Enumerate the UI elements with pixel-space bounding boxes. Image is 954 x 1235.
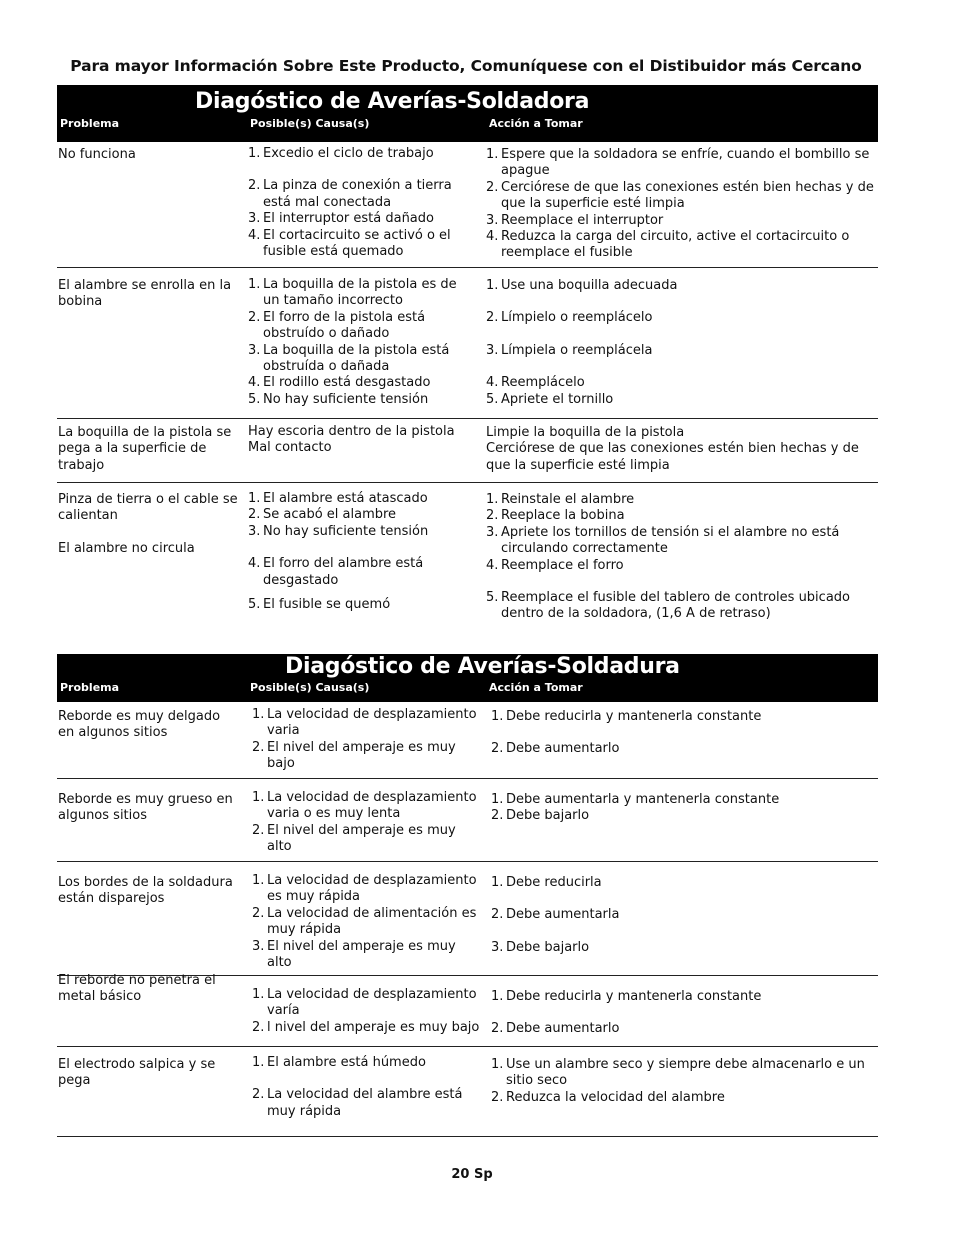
- table-row: [57, 702, 878, 779]
- list-item: 1. La velocidad de desplazamiento varía: [252, 987, 477, 1019]
- action-text: Limpie la boquilla de la pistola: [486, 425, 685, 440]
- causes-cell: [248, 424, 468, 457]
- problem-cell: [58, 1057, 238, 1090]
- causes-cell: [248, 277, 468, 408]
- problem-text: La boquilla de la pistola se pega a la superficie de trabajo: [58, 425, 232, 473]
- list-item: 4. Reduzca la carga del circuito, active el cortacircuito o reemplace el fusible: [486, 229, 850, 261]
- table-row: [57, 142, 878, 268]
- list-item: 2. Debe aumentarla: [491, 907, 620, 923]
- list-item: 2. Reeplace la bobina: [486, 508, 625, 524]
- problem-text: Los bordes de la soldadura están disparejos: [58, 875, 233, 907]
- section-title: Diagóstico de Averías-Soldadura: [285, 654, 680, 679]
- cause-text: Mal contacto: [248, 440, 332, 456]
- list-item: 1. Espere que la soldadora se enfríe, cuando el bombillo se apague: [486, 147, 870, 179]
- actions-cell: [491, 989, 871, 1038]
- list-item: 3. No hay suficiente tensión: [248, 523, 429, 539]
- column-header-problem: Problema: [60, 117, 120, 130]
- table-row: [57, 779, 878, 862]
- list-item: 3. Debe bajarlo: [491, 939, 590, 955]
- list-item: 1. Debe aumentarla y mantenerla constante: [491, 792, 780, 807]
- list-item: 3. Apriete los tornillos de tensión si el alambre no está circulando correctamente: [486, 524, 840, 557]
- section-header: [57, 85, 878, 142]
- problem-cell: [58, 792, 238, 825]
- causes-cell: [252, 790, 482, 856]
- actions-cell: [486, 278, 878, 408]
- list-item: 5. Reemplace el fusible del tablero de controles ubicado dentro de la soldadora, (1,6 A de retraso): [486, 590, 850, 622]
- list-item: 2. El nivel del amperaje es muy bajo: [252, 739, 456, 772]
- list-item: 1. Debe reducirla y mantenerla constante: [491, 709, 762, 724]
- list-item: 1. Use un alambre seco y siempre debe almacenarlo e un sitio seco: [491, 1057, 865, 1089]
- table-row: [57, 419, 878, 483]
- problem-text: No funciona: [58, 147, 136, 162]
- page-heading: Para mayor Información Sobre Este Producto, Comuníquese con el Distibuidor más Cercano: [70, 57, 862, 75]
- list-item: 3. Límpiela o reemplácela: [486, 342, 653, 358]
- column-header-causes: Posible(s) Causa(s): [250, 117, 370, 130]
- list-item: 1. El alambre está atascado: [248, 491, 428, 506]
- actions-cell: [491, 792, 871, 825]
- column-header-problem: Problema: [60, 681, 120, 694]
- list-item: 5. Apriete el tornillo: [486, 391, 614, 407]
- causes-cell: [248, 146, 468, 260]
- list-item: 1. El alambre está húmedo: [252, 1055, 426, 1070]
- list-item: 1. Excedio el ciclo de trabajo: [248, 146, 434, 161]
- list-item: 1. La velocidad de desplazamiento es muy rápida: [252, 873, 477, 905]
- table-row: [57, 862, 878, 976]
- actions-cell: [486, 492, 878, 623]
- troubleshooting-welder-section: [57, 85, 878, 623]
- list-item: 4. Reemplace el forro: [486, 557, 624, 573]
- list-item: 3. La boquilla de la pistola está obstruída o dañada: [248, 342, 450, 375]
- list-item: 2. Debe bajarlo: [491, 808, 590, 824]
- list-item: 2. El forro de la pistola está obstruído o dañado: [248, 309, 426, 342]
- problem-text: El electrodo salpica y se pega: [58, 1057, 216, 1089]
- causes-cell: [252, 1055, 482, 1120]
- problem-cell: [58, 973, 238, 1006]
- actions-cell: [491, 1057, 871, 1106]
- problem-cell: [58, 425, 238, 474]
- section-title: Diagóstico de Averías-Soldadora: [195, 89, 590, 114]
- list-item: 2. La pinza de conexión a tierra está mal conectada: [248, 178, 452, 210]
- list-item: 2. Debe aumentarlo: [491, 741, 620, 757]
- problem-cell: [58, 875, 238, 908]
- troubleshooting-welding-section: [57, 654, 878, 1137]
- list-item: 2. Límpielo o reemplácelo: [486, 310, 653, 326]
- list-item: 4. El forro del alambre está desgastado: [248, 556, 424, 588]
- problem-text: Pinza de tierra o el cable se calientan: [58, 492, 238, 524]
- table-row: [57, 973, 878, 1047]
- column-header-action: Acción a Tomar: [489, 681, 583, 694]
- problem-cell: [58, 492, 238, 557]
- list-item: 1. Debe reducirla: [491, 875, 602, 890]
- table-row: [57, 1047, 878, 1137]
- list-item: 1. La boquilla de la pistola es de un tamaño incorrecto: [248, 277, 457, 309]
- list-item: 3. El interruptor está dañado: [248, 211, 434, 227]
- list-item: 2. La velocidad del alambre está muy rápida: [252, 1087, 463, 1119]
- list-item: 2. La velocidad de alimentación es muy rápida: [252, 905, 477, 938]
- list-item: 2. Se acabó el alambre: [248, 507, 397, 523]
- causes-cell: [248, 491, 468, 613]
- list-item: 1. Debe reducirla y mantenerla constante: [491, 989, 762, 1004]
- problem-cell: [58, 147, 238, 163]
- list-item: 5. El fusible se quemó: [248, 597, 391, 613]
- action-text: Cerciórese de que las conexiones estén bien hechas y de que la superficie esté limpia: [486, 441, 859, 473]
- problem-text: El alambre se enrolla en la bobina: [58, 278, 232, 310]
- problem-cell: [58, 709, 238, 742]
- section-header: [57, 654, 878, 702]
- list-item: 2. l nivel del amperaje es muy bajo: [252, 1019, 480, 1035]
- causes-cell: [252, 987, 482, 1036]
- list-item: 2. Cerciórese de que las conexiones estén bien hechas y de que la superficie esté limpia: [486, 179, 874, 212]
- problem-text: El reborde no penetra el metal básico: [58, 973, 216, 1005]
- list-item: 1. La velocidad de desplazamiento varia o es muy lenta: [252, 790, 477, 822]
- page-number: 20 Sp: [451, 1167, 493, 1182]
- causes-cell: [252, 873, 482, 971]
- list-item: 1. Use una boquilla adecuada: [486, 278, 678, 293]
- causes-cell: [252, 707, 482, 773]
- problem-cell: [58, 278, 238, 311]
- list-item: 4. El cortacircuito se activó o el fusible está quemado: [248, 227, 451, 260]
- list-item: 2. El nivel del amperaje es muy alto: [252, 822, 456, 855]
- actions-cell: [486, 147, 878, 262]
- table-row: [57, 268, 878, 419]
- list-item: 1. La velocidad de desplazamiento varia: [252, 707, 477, 739]
- list-item: 4. Reemplácelo: [486, 375, 585, 391]
- list-item: 3. Reemplace el interruptor: [486, 212, 664, 228]
- actions-cell: [491, 709, 871, 758]
- cause-text: Hay escoria dentro de la pistola: [248, 424, 455, 439]
- column-header-action: Acción a Tomar: [489, 117, 583, 130]
- column-header-causes: Posible(s) Causa(s): [250, 681, 370, 694]
- list-item: 1. Reinstale el alambre: [486, 492, 635, 507]
- list-item: 3. El nivel del amperaje es muy alto: [252, 938, 456, 971]
- list-item: 2. Reduzca la velocidad del alambre: [491, 1089, 725, 1105]
- actions-cell: [486, 425, 878, 474]
- list-item: 4. El rodillo está desgastado: [248, 375, 431, 391]
- problem-text: El alambre no circula: [58, 540, 195, 556]
- table-row: [57, 483, 878, 623]
- problem-text: Reborde es muy delgado en algunos sitios: [58, 709, 221, 741]
- problem-text: Reborde es muy grueso en algunos sitios: [58, 792, 233, 824]
- actions-cell: [491, 875, 871, 956]
- list-item: 2. Debe aumentarlo: [491, 1021, 620, 1037]
- list-item: 5. No hay suficiente tensión: [248, 391, 429, 407]
